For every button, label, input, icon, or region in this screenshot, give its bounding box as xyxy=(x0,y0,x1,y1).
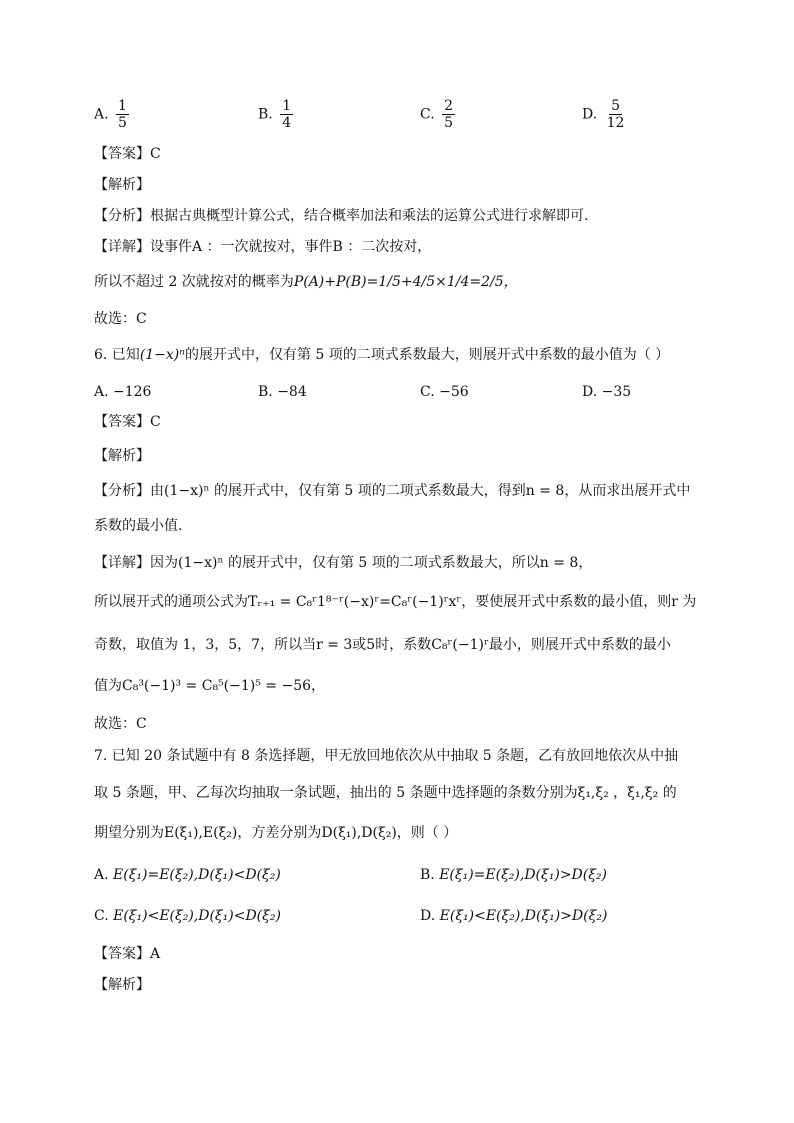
binomial-expression: (1−x)ⁿ xyxy=(139,347,185,363)
q7-stem-line-3: 期望分别为E(ξ₁),E(ξ₂)，方差分别为D(ξ₁),D(ξ₂)，则（ ） xyxy=(94,825,458,841)
q6-analysis-heading: 【解析】 xyxy=(94,448,150,464)
q6-detail-line-1: 【详解】因为(1−x)ⁿ 的展开式中，仅有第 5 项的二项式系数最大，所以n = 8， xyxy=(94,555,593,571)
q5-detail-line-1: 【详解】设事件A ：一次就按对，事件B ：二次按对， xyxy=(94,239,432,255)
q5-option-d xyxy=(582,98,629,131)
q5-option-c xyxy=(420,98,458,131)
q6-analysis-line-2: 系数的最小值. xyxy=(94,518,183,534)
option-label: C. xyxy=(420,106,435,123)
q5-option-a xyxy=(94,98,132,131)
q6-option-c: C. −56 xyxy=(420,384,469,400)
fraction: $\frac{5}{12}$ xyxy=(606,98,625,131)
option-label: A. xyxy=(94,106,109,123)
q6-answer: 【答案】C xyxy=(94,414,161,430)
q5-analysis-heading: 【解析】 xyxy=(94,177,150,193)
q6-detail-line-3: 奇数，取值为 1，3，5，7，所以当r = 3或5时，系数C₈ʳ(−1)ʳ最小，则展开式中系数的最小 xyxy=(94,637,671,653)
q6-choose: 故选：C xyxy=(94,716,147,732)
q6-option-b: B. −84 xyxy=(258,384,307,400)
q6-stem: 6. 已知(1−x)ⁿ的展开式中，仅有第 5 项的二项式系数最大，则展开式中系数的最小值为（ ） xyxy=(94,347,670,363)
q5-answer: 【答案】C xyxy=(94,146,161,162)
q6-analysis-line-1: 【分析】由(1−x)ⁿ 的展开式中，仅有第 5 项的二项式系数最大，得到n = 8，从而求出展开式中 xyxy=(94,483,691,499)
q7-option-d: D. E(ξ₁)<E(ξ₂),D(ξ₁)>D(ξ₂) xyxy=(420,908,608,924)
q7-stem-line-1: 7. 已知 20 条试题中有 8 条选择题，甲无放回地依次从中抽取 5 条题，乙有放回地依次从中抽 xyxy=(94,748,679,764)
q5-choose: 故选：C xyxy=(94,311,147,327)
q7-option-c: C. E(ξ₁)<E(ξ₂),D(ξ₁)<D(ξ₂) xyxy=(94,908,281,924)
q6-detail-line-4: 值为C₈³(−1)³ = C₈⁵(−1)⁵ = −56， xyxy=(94,678,326,694)
option-label: D. xyxy=(582,106,598,123)
q6-detail-line-2: 所以展开式的通项公式为Tᵣ₊₁ = C₈ʳ1⁸⁻ʳ(−x)ʳ=C₈ʳ(−1)ʳxʳ，要使展开式中系数的最小值，则r 为 xyxy=(94,594,697,610)
option-label: B. xyxy=(258,106,273,123)
q6-option-a: A. −126 xyxy=(94,384,152,400)
fraction: $\frac{1}{4}$ xyxy=(282,98,292,131)
q7-option-a: A. E(ξ₁)=E(ξ₂),D(ξ₁)<D(ξ₂) xyxy=(94,867,281,883)
q5-option-b xyxy=(258,98,296,131)
q6-option-d: D. −35 xyxy=(582,384,632,400)
fraction: $\frac{2}{5}$ xyxy=(444,98,454,131)
q5-analysis: 【分析】根据古典概型计算公式，结合概率加法和乘法的运算公式进行求解即可. xyxy=(94,208,589,224)
probability-formula: P(A)+P(B)=1/5+4/5×1/4=2/5， xyxy=(293,274,518,290)
q5-detail-line-2: 所以不超过 2 次就按对的概率为P(A)+P(B)=1/5+4/5×1/4=2/5， xyxy=(94,274,518,290)
q7-analysis-heading: 【解析】 xyxy=(94,977,150,993)
q7-stem-line-2: 取 5 条题，甲、乙每次均抽取一条试题，抽出的 5 条题中选择题的条数分别为ξ₁,ξ₂ ，ξ₁,ξ₂ 的 xyxy=(94,785,677,801)
q7-option-b: B. E(ξ₁)=E(ξ₂),D(ξ₁)>D(ξ₂) xyxy=(420,867,607,883)
q7-answer: 【答案】A xyxy=(94,946,161,962)
fraction: $\frac{1}{5}$ xyxy=(118,98,127,131)
